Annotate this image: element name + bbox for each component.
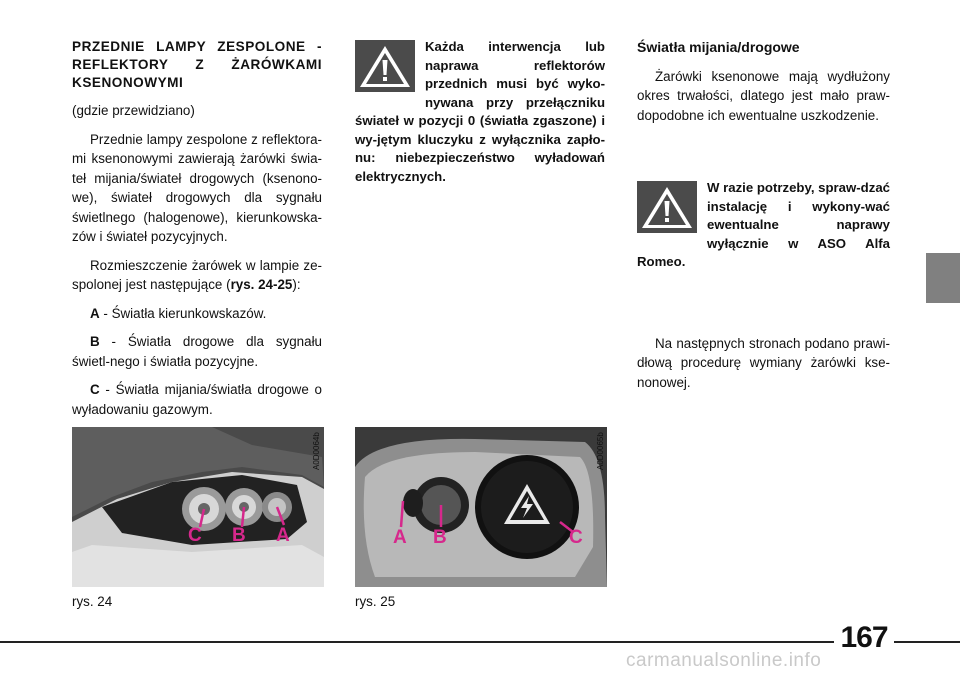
warning-icon xyxy=(637,181,697,233)
column-1 xyxy=(72,38,322,428)
watermark: carmanualsonline.info xyxy=(626,650,822,671)
page-number: 167 xyxy=(834,620,894,656)
figure-24-caption: rys. 24 xyxy=(72,594,113,609)
item-text: - Światła mijania/światła drogowe o wyładowaniu gazowym. xyxy=(72,382,322,417)
list-item-b xyxy=(72,332,322,371)
column-3 xyxy=(637,38,890,401)
callout-c: C xyxy=(188,525,202,546)
footer-rule xyxy=(0,641,960,643)
figure-25-caption: rys. 25 xyxy=(355,594,396,609)
paragraph-layout xyxy=(72,256,322,295)
figure-24-headlamp xyxy=(72,427,324,587)
section-heading: Światła mijania/drogowe xyxy=(637,39,800,55)
warning-text: W razie potrzeby, spraw-dzać instalację i wykony-wać ewentualne naprawy wyłącznie w ASO Alfa Romeo. xyxy=(637,180,890,269)
callout-b: B xyxy=(433,527,447,548)
warning-text: Każda interwencja lub naprawa reflektorów przednich musi być wyko-nywana przy przełączniku świateł w pozycji 0 (światła zgaszone) i wy-jętym kluczyku z wyłącznika zapło-nu: niebezpieczeństwo wyładowań elektrycznych. xyxy=(355,39,605,184)
layout-text: Rozmieszczenie żarówek w lampie ze-spolonej jest następujące ( xyxy=(72,257,322,292)
item-letter: A xyxy=(90,305,100,321)
figure-reference: rys. 24-25 xyxy=(230,277,293,292)
section-subheading: (gdzie przewidziano) xyxy=(72,103,195,118)
warning-block xyxy=(637,179,890,272)
list-item-a xyxy=(72,304,322,324)
paragraph-intro: Przednie lampy zespolone z reflektora-mi ksenonowymi zawierają żarówki świa-teł mijania/świateł drogowych (ksenono-we), świateł drogowych dla sygnału świetlnego (halogenowe), kierunkowska-zów i świateł pozycyjnych. xyxy=(72,131,322,244)
headlamp-rear-photo xyxy=(355,427,607,587)
callout-c: C xyxy=(569,527,583,548)
figure-25-headlamp-rear xyxy=(355,427,607,587)
item-text: - Światła kierunkowskazów. xyxy=(99,305,267,321)
warning-icon xyxy=(355,40,415,92)
callout-a: A xyxy=(393,527,407,548)
paragraph-next-pages: Na następnych stronach podano prawi-dłową procedurę wymiany żarówki kse-nonowej. xyxy=(637,335,890,390)
callout-b: B xyxy=(232,525,246,546)
headlamp-photo xyxy=(72,427,324,587)
item-letter: C xyxy=(90,382,100,397)
list-item-c xyxy=(72,380,322,419)
chapter-tab xyxy=(926,253,960,303)
item-text: - Światła drogowe dla sygnału świetl-nego i światła pozycyjne. xyxy=(72,334,322,369)
warning-block xyxy=(355,38,605,186)
layout-end: ): xyxy=(292,277,301,292)
section-heading: PRZEDNIE LAMPY ZESPOLONE - REFLEKTORY Z ŻARÓWKAMI KSENONOWYMI xyxy=(72,39,322,90)
item-letter: B xyxy=(90,334,100,349)
callout-a: A xyxy=(276,525,290,546)
column-2 xyxy=(355,38,605,186)
figure-24-code: A0D0064b xyxy=(312,432,321,470)
paragraph-durability: Żarówki ksenonowe mają wydłużony okres trwałości, dlatego jest mało praw-dopodobne ich ewentualne uszkodzenie. xyxy=(637,68,890,123)
figure-25-code: A0D0065b xyxy=(596,432,605,470)
